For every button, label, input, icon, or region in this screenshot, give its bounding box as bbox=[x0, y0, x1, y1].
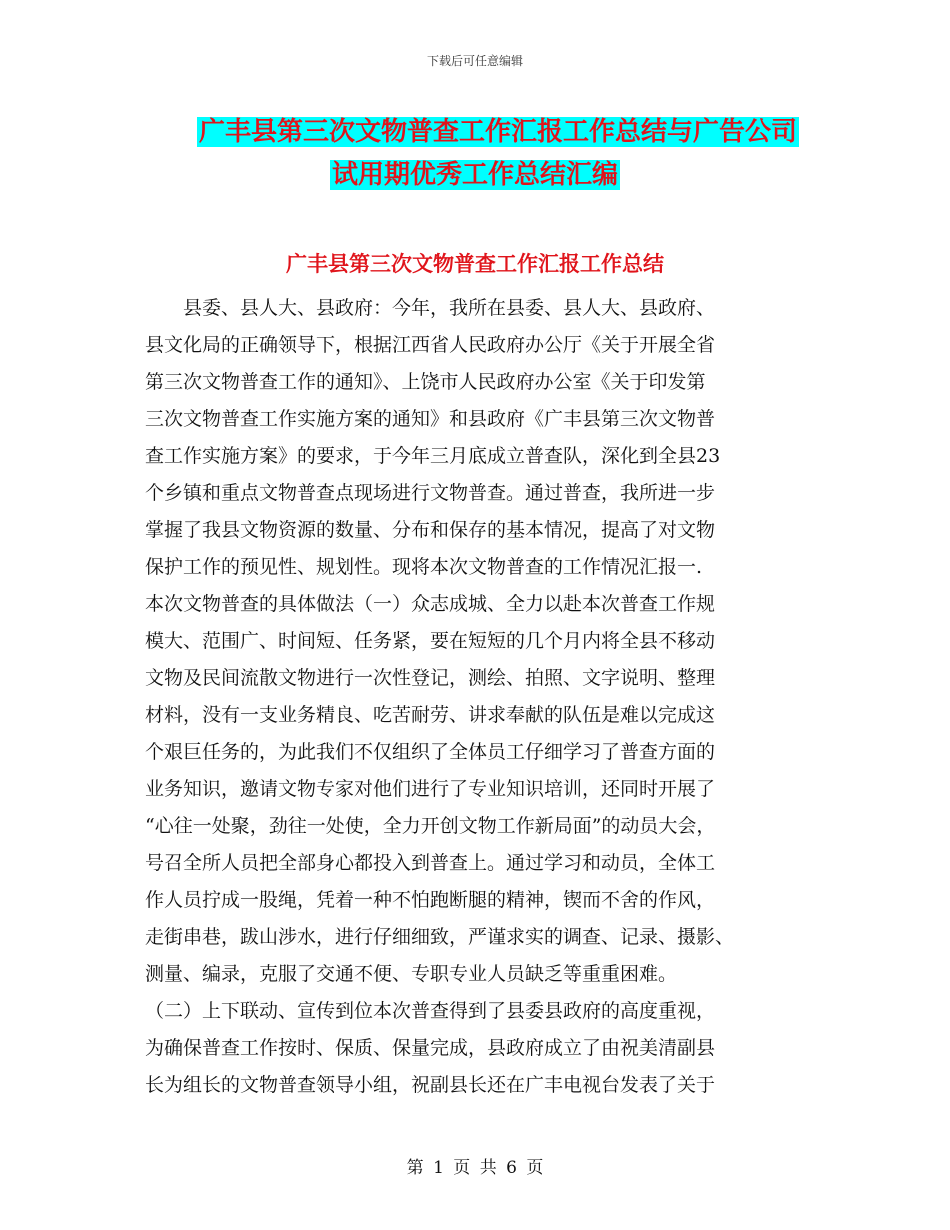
body-line: 文物及民间流散文物进行一次性登记，测绘、拍照、文字说明、整理 bbox=[145, 667, 716, 689]
body-line: 保护工作的预见性、规划性。现将本次文物普查的工作情况汇报一. bbox=[145, 556, 703, 578]
body-line: 县委、县人大、县政府：今年，我所在县委、县人大、县政府、 bbox=[183, 297, 716, 319]
body-line: 模大、范围广、时间短、任务紧，要在短短的几个月内将全县不移动 bbox=[145, 630, 716, 652]
body-line: 第三次文物普查工作的通知》、上饶市人民政府办公室《关于印发第 bbox=[145, 371, 706, 393]
document-title-line-2 bbox=[0, 157, 950, 193]
body-line: 测量、编录，克服了交通不便、专职专业人员缺乏等重重困难。 bbox=[145, 963, 678, 985]
header-note: 下载后可任意编辑 bbox=[426, 54, 523, 68]
document-title-line-1 bbox=[0, 114, 950, 150]
body-line: “心往一处聚，劲往一处使，全力开创文物工作新局面”的动员大会， bbox=[145, 815, 716, 837]
body-line: 个艰巨任务的，为此我们不仅组织了全体员工仔细学习了普查方面的 bbox=[145, 741, 716, 763]
body-line: 掌握了我县文物资源的数量、分布和保存的基本情况，提高了对文物 bbox=[145, 519, 716, 541]
body-line: 走街串巷，跋山涉水，进行仔细细致，严谨求实的调查、记录、摄影、 bbox=[145, 926, 735, 948]
body-line: 查工作实施方案》的要求，于今年三月底成立普查队，深化到全县23 bbox=[145, 445, 721, 467]
title-highlight-2: 试用期优秀工作总结汇编 bbox=[331, 160, 618, 190]
section-title: 广丰县第三次文物普查工作汇报工作总结 bbox=[286, 252, 664, 276]
body-line: 长为组长的文物普查领导小组，祝副县长还在广丰电视台发表了关于 bbox=[145, 1074, 716, 1096]
body-text bbox=[145, 290, 805, 1104]
page-footer: 第 1 页 共 6 页 bbox=[406, 1158, 544, 1178]
body-line: 为确保普查工作按时、保质、保量完成，县政府成立了由祝美清副县 bbox=[145, 1037, 716, 1059]
body-line: 号召全所人员把全部身心都投入到普查上。通过学习和动员，全体工 bbox=[145, 852, 716, 874]
body-line: 三次文物普查工作实施方案的通知》和县政府《广丰县第三次文物普 bbox=[145, 408, 716, 430]
body-line: 本次文物普查的具体做法（一）众志成城、全力以赴本次普查工作规 bbox=[145, 593, 716, 615]
body-line: 材料，没有一支业务精良、吃苦耐劳、讲求奉献的队伍是难以完成这 bbox=[145, 704, 716, 726]
body-line: 作人员拧成一股绳，凭着一种不怕跑断腿的精神，锲而不舍的作风， bbox=[145, 889, 716, 911]
body-line: 个乡镇和重点文物普查点现场进行文物普查。通过普查，我所进一步 bbox=[145, 482, 716, 504]
title-highlight-1: 广丰县第三次文物普查工作汇报工作总结与广告公司 bbox=[198, 117, 797, 147]
body-line: 业务知识，邀请文物专家对他们进行了专业知识培训，还同时开展了 bbox=[145, 778, 716, 800]
body-line: 县文化局的正确领导下，根据江西省人民政府办公厅《关于开展全省 bbox=[145, 334, 716, 356]
body-line: （二）上下联动、宣传到位本次普查得到了县委县政府的高度重视， bbox=[145, 1000, 716, 1022]
